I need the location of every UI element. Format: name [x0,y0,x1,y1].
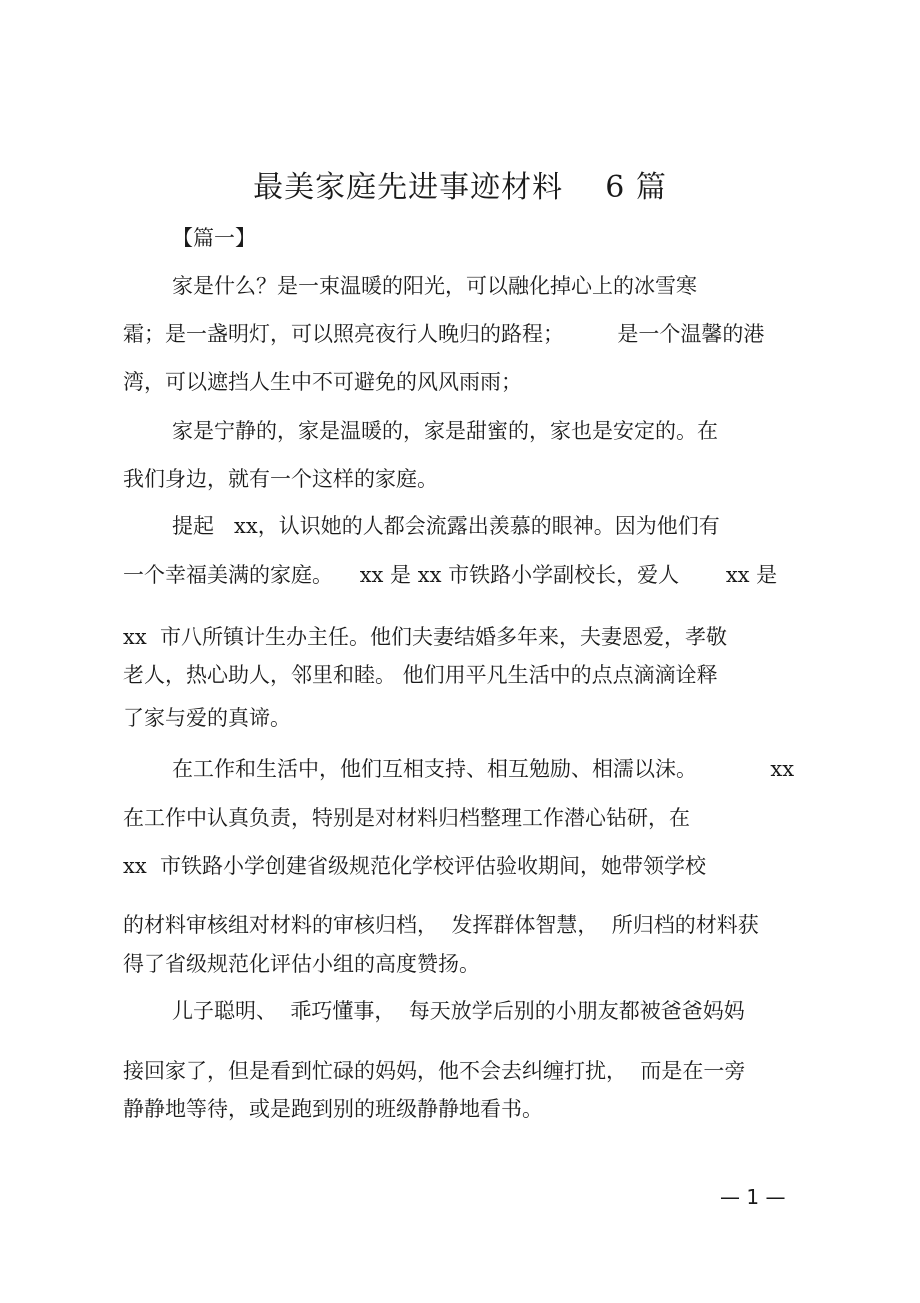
paragraph-line: 的材料审核组对材料的审核归档， 发挥群体智慧， 所归档的材料获 [123,913,759,937]
paragraph-line: 霜；是一盏明灯，可以照亮夜行人晚归的路程； 是一个温馨的港 [123,322,765,346]
paragraph-line: 儿子聪明、 乖巧懂事， 每天放学后别的小朋友都被爸爸妈妈 [172,999,745,1023]
paragraph-line: 湾，可以遮挡人生中不可避免的风风雨雨； [123,370,522,394]
paragraph-line: 提起 xx，认识她的人都会流露出羡慕的眼神。因为他们有 [172,514,720,538]
page-number: — 1 — [720,1185,786,1209]
paragraph-line: 接回家了，但是看到忙碌的妈妈，他不会去纠缠打扰， 而是在一旁 [123,1059,746,1083]
paragraph-line: xx 市八所镇计生办主任。他们夫妻结婚多年来，夫妻恩爱，孝敬 [123,625,728,649]
paragraph-line: xx 市铁路小学创建省级规范化学校评估验收期间，她带领学校 [123,854,707,878]
paragraph-line: 在工作中认真负责，特别是对材料归档整理工作潜心钻研，在 [123,806,690,830]
paragraph-line: 老人，热心助人，邻里和睦。 他们用平凡生活中的点点滴滴诠释 [123,663,718,687]
paragraph-line: 得了省级规范化评估小组的高度赞扬。 [123,952,480,976]
paragraph-line: 我们身边，就有一个这样的家庭。 [123,467,438,491]
paragraph-line: 家是宁静的，家是温暖的，家是甜蜜的，家也是安定的。在 [172,419,718,443]
paragraph-line: 了家与爱的真谛。 [123,706,291,730]
section-heading: 【篇一】 [172,226,256,250]
paragraph-line: 家是什么？是一束温暖的阳光，可以融化掉心上的冰雪寒 [172,274,697,298]
paragraph-line: 在工作和生活中，他们互相支持、相互勉励、相濡以沫。 xx [172,757,795,781]
paragraph-line: 静静地等待，或是跑到别的班级静静地看书。 [123,1097,543,1121]
paragraph-line: 一个幸福美满的家庭。 xx 是 xx 市铁路小学副校长，爱人 xx 是 [123,563,778,587]
document-title: 最美家庭先进事迹材料 6 篇 [253,170,667,205]
